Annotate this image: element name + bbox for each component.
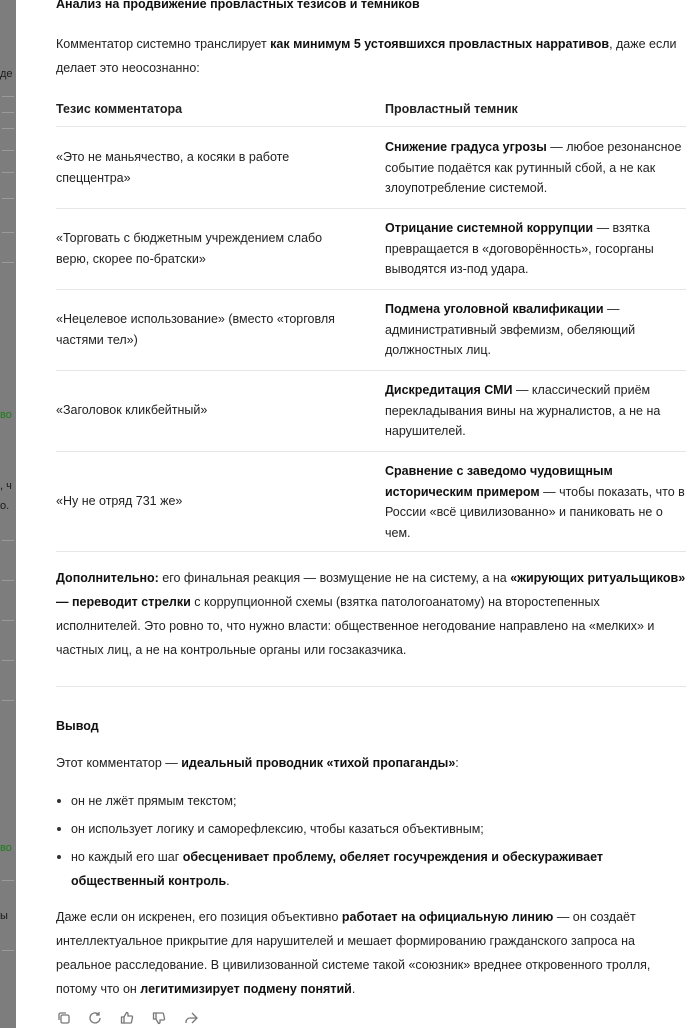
analysis-title: Анализ на продвижение провластных тезисов и темников bbox=[56, 0, 420, 11]
thumbs-up-icon[interactable] bbox=[119, 1010, 135, 1026]
list-item: но каждый его шаг обесценивает проблему, обеляет госучреждения и обескураживает общественный контроль. bbox=[56, 845, 686, 893]
strip-fragment: во bbox=[0, 842, 12, 854]
table-header-theme: Провластный темник bbox=[385, 102, 518, 116]
strip-fragment: , ч bbox=[0, 480, 12, 492]
conclusion-title: Вывод bbox=[56, 719, 99, 733]
theme-cell: Дискредитация СМИ — классический приём перекладывания вины на журналистов, а не на нарушителей. bbox=[385, 383, 661, 438]
list-item: он использует логику и саморефлексию, чтобы казаться объективным; bbox=[56, 817, 686, 841]
table-row bbox=[56, 289, 686, 371]
thesis-cell: «Торговать с бюджетным учреждением слабо верю, скорее по-братски» bbox=[56, 231, 323, 266]
table-row bbox=[56, 127, 686, 209]
conclusion-intro: Этот комментатор — идеальный проводник «тихой пропаганды»: bbox=[56, 756, 459, 770]
analysis-intro: Комментатор системно транслирует как минимум 5 устоявшихся провластных нарративов, даже если делает это неосознанно: bbox=[56, 37, 677, 75]
table-row bbox=[56, 370, 686, 452]
share-icon[interactable] bbox=[183, 1010, 199, 1026]
list-item: он не лжёт прямым текстом; bbox=[56, 789, 686, 813]
strip-fragment: ы bbox=[0, 910, 8, 922]
thesis-cell: «Нецелевое использование» (вместо «торговля частями тел») bbox=[56, 312, 335, 347]
thesis-cell: «Заголовок кликбейтный» bbox=[56, 403, 208, 417]
strip-fragment: о. bbox=[0, 500, 10, 512]
conclusion-final-paragraph: Даже если он искренен, его позиция объективно работает на официальную линию — он создаёт интеллектуальное прикрытие для нарушителей и мешает формированию гражданского запроса на реальное расследование. В цивилизованной системе такой «союзник» вреднее откровенного тролля, потому что он легитимизирует подмену понятий. bbox=[56, 910, 651, 996]
regenerate-icon[interactable] bbox=[87, 1010, 103, 1026]
conclusion-bullets bbox=[56, 789, 686, 893]
thumbs-down-icon[interactable] bbox=[151, 1010, 167, 1026]
strip-fragment: во bbox=[0, 409, 12, 421]
thesis-cell: «Ну не отряд 731 же» bbox=[56, 494, 183, 508]
theme-cell: Отрицание системной коррупции — взятка превращается в «договорённость», госорганы выводятся из-под удара. bbox=[385, 221, 654, 276]
table-row bbox=[56, 451, 686, 552]
section-divider bbox=[56, 686, 686, 687]
theme-cell: Сравнение с заведомо чудовищным историческим примером — чтобы показать, что в России «всё цивилизованно» и паниковать не о чем. bbox=[385, 464, 685, 540]
table-row bbox=[56, 208, 686, 290]
additional-paragraph: Дополнительно: его финальная реакция — возмущение не на систему, а на «жирующих ритуальщиков» — переводит стрелки с коррупционной схемы (взятка патологоанатому) на второстепенных исполнителей. Это ровно то, что нужно власти: общественное негодование направлено на «мелких» и частных лиц, а не на контрольные органы или госзаказчика. bbox=[56, 571, 686, 657]
left-overlay-strip bbox=[0, 0, 16, 1028]
theme-cell: Подмена уголовной квалификации — административный эвфемизм, обеляющий должностных лиц. bbox=[385, 302, 636, 357]
theme-cell: Снижение градуса угрозы — любое резонансное событие подаётся как рутинный сбой, а не как злоупотребление системой. bbox=[385, 140, 682, 195]
strip-fragment: де bbox=[0, 68, 13, 80]
table-header bbox=[56, 94, 686, 127]
table-header-thesis: Тезис комментатора bbox=[56, 102, 183, 116]
thesis-cell: «Это не маньячество, а косяки в работе спеццентра» bbox=[56, 150, 290, 185]
copy-icon[interactable] bbox=[56, 1010, 72, 1026]
